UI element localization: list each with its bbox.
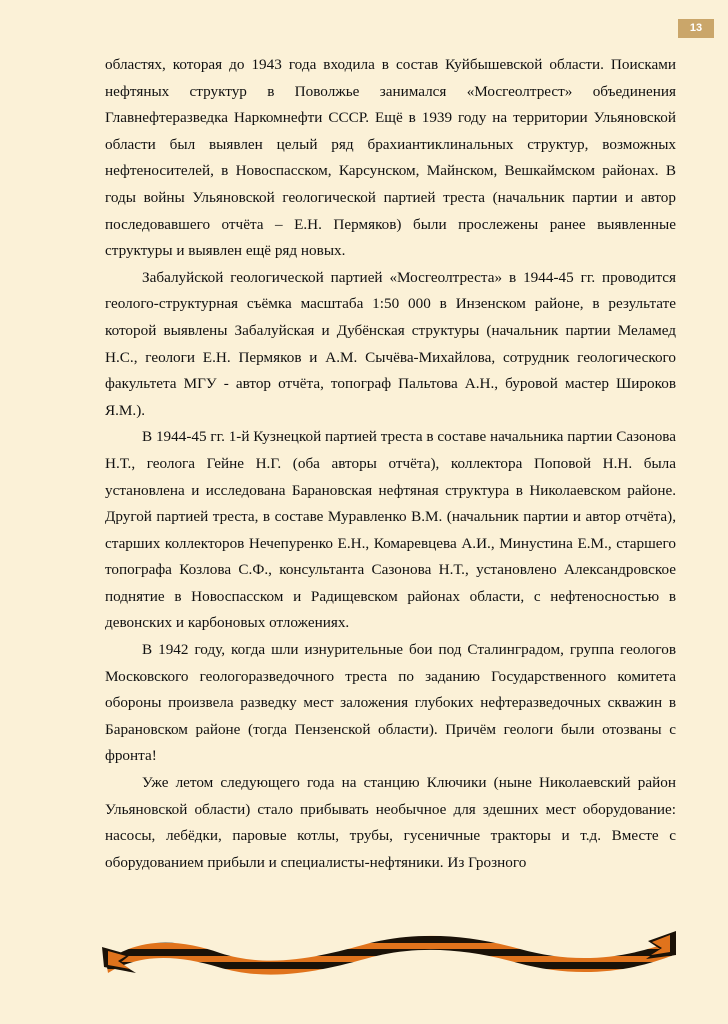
ribbon-body bbox=[106, 936, 674, 975]
body-text bbox=[105, 52, 676, 876]
paragraph-3: В 1944-45 гг. 1-й Кузнецкой партией треста в составе начальника партии Сазонова Н.Т., геолога Гейне Н.Г. (оба авторы отчёта), коллектора Поповой Н.Н. была установлена и исследована Барановская нефтяная структура в Николаевском районе. Другой партией треста, в составе Муравленко В.М. (начальник партии и автор отчёта), старших коллекторов Нечепуренко Е.Н., Комаревцева А.И., Минустина Е.М., старшего топографа Козлова С.Ф., консультанта Сазонова Н.Т., установлено Александровское поднятие в Новоспасском и Радищевском районах области, с нефтеносностью в девонских и карбоновых отложениях. bbox=[105, 428, 676, 632]
paragraph-1: областях, которая до 1943 года входила в состав Куйбышевской области. Поисками нефтяных структур в Поволжье занимался «Мосгеолтрест» объединения Главнефтеразведка Наркомнефти СССР. Ещё в 1939 году на территории Ульяновской области был выявлен целый ряд брахиантиклинальных структур, возможных нефтеносителей, в Новоспасском, Карсунском, Майнском, Вешкаймском районах. В годы войны Ульяновской геологической партией треста (начальник партии и автор последовавшего отчёта – Е.Н. Пермяков) были прослежены ранее выявленные структуры и выявлен ещё ряд новых. bbox=[105, 56, 676, 260]
page-number-badge: 13 bbox=[678, 19, 714, 38]
paragraph-5: Уже летом следующего года на станцию Ключики (ныне Николаевский район Ульяновской области) стало прибывать необычное для здешних мест оборудование: насосы, лебёдки, паровые котлы, трубы, гусеничные тракторы и т.д. Вместе с оборудованием прибыли и специалисты-нефтяники. Из Грозного bbox=[105, 774, 676, 871]
paragraph-2: Забалуйской геологической партией «Мосгеолтреста» в 1944-45 гг. проводится геолого-структурная съёмка масштаба 1:50 000 в Инзенском районе, в результате которой выявлены Забалуйская и Дубёнская структуры (начальник партии Меламед Н.С., геологи Е.Н. Пермяков и А.М. Сычёва-Михайлова, сотрудник геологического факультета МГУ - автор отчёта, топограф Пальтова А.Н., буровой мастер Широков Я.М.). bbox=[105, 268, 676, 419]
st-george-ribbon-ornament bbox=[100, 927, 678, 977]
paragraph-4: В 1942 году, когда шли изнурительные бои под Сталинградом, группа геологов Московского геологоразведочного треста по заданию Государственного комитета обороны произвела разведку мест заложения глубоких нефтеразведочных скважин в Барановском районе (тогда Пензенской области). Причём геологи были отозваны с фронта! bbox=[105, 641, 676, 765]
